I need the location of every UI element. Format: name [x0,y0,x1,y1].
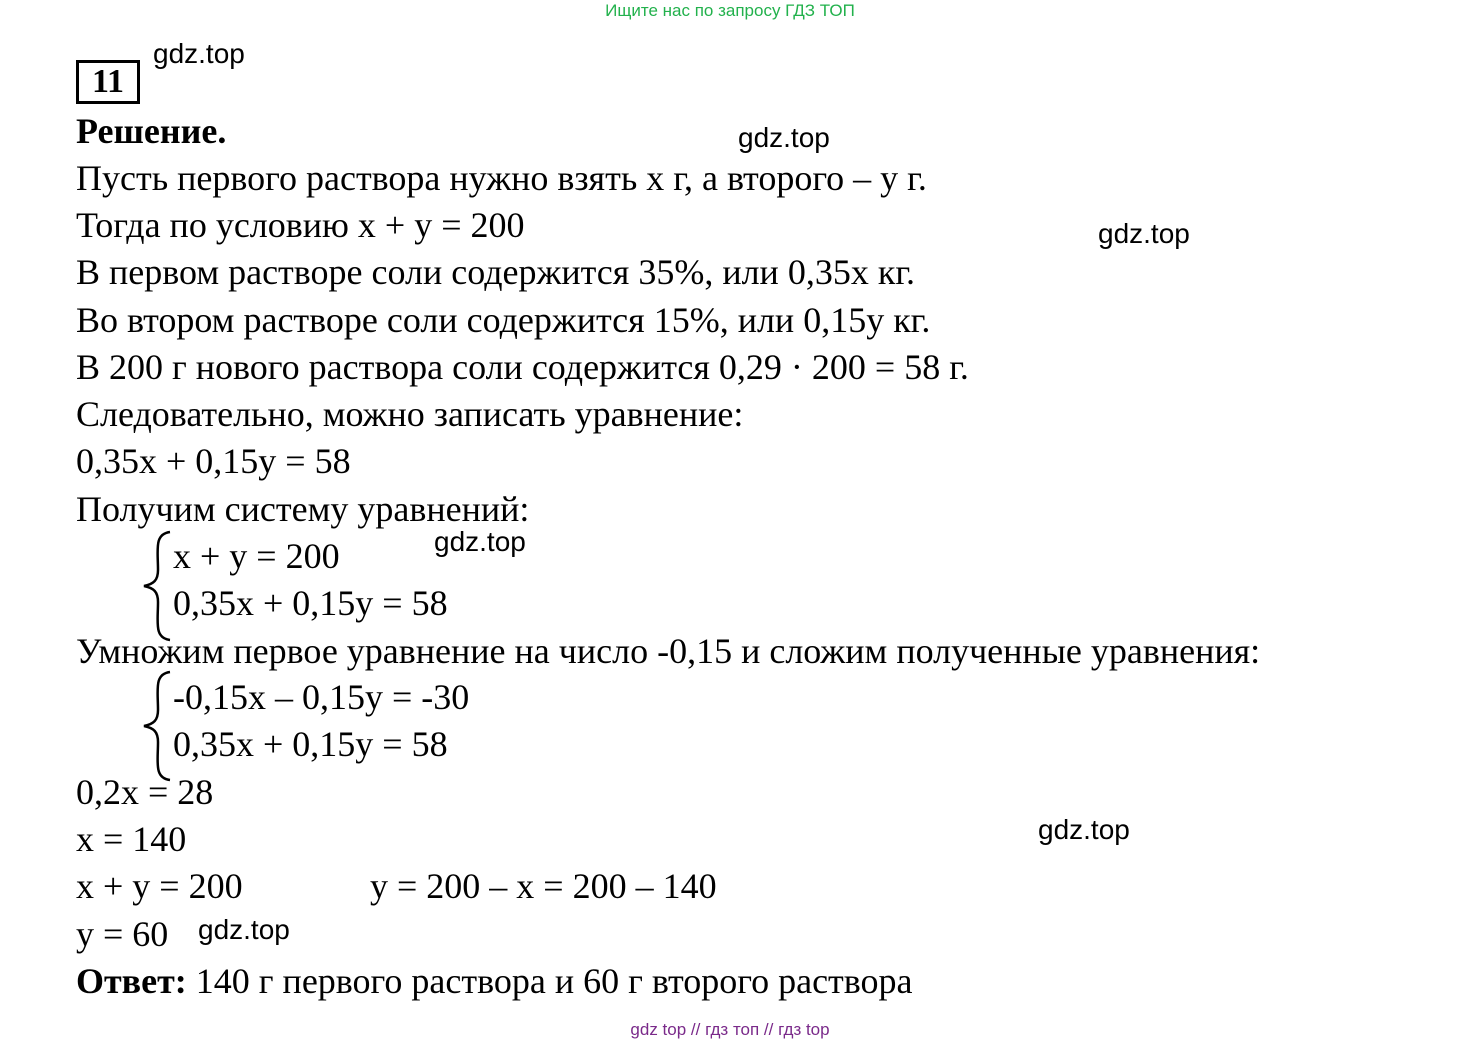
watermark: gdz.top [153,38,245,69]
system-equation: -0,15x – 0,15y = -30 [173,677,470,717]
equation-line: y = 60 [76,914,169,954]
footer-links: gdz top // гдз топ // гдз top [630,1020,830,1039]
solution-line: Во втором растворе соли содержится 15%, или 0,15y кг. [76,300,931,340]
equation-line: 0,35x + 0,15y = 58 [76,441,351,481]
watermark: gdz.top [434,526,526,557]
equation-line: x = 140 [76,819,187,859]
system-brace [140,670,174,782]
system-equation: 0,35x + 0,15y = 58 [173,583,448,623]
problem-number-box: 11 [76,60,140,104]
equation-line: y = 200 – x = 200 – 140 [370,866,717,906]
solution-line: В 200 г нового раствора соли содержится 0,29 · 200 = 58 г. [76,347,969,387]
watermark: gdz.top [198,914,290,945]
system-equation: x + y = 200 [173,536,340,576]
solution-line: Пусть первого раствора нужно взять x г, а второго – y г. [76,158,927,198]
solution-line: Следовательно, можно записать уравнение: [76,394,744,434]
system-equation: 0,35x + 0,15y = 58 [173,724,448,764]
equation-line: 0,2x = 28 [76,772,214,812]
solution-line: Умножим первое уравнение на число -0,15 и сложим полученные уравнения: [76,631,1261,671]
equation-line: x + y = 200 [76,866,243,906]
top-banner: Ищите нас по запросу ГДЗ ТОП [605,1,855,20]
watermark: gdz.top [1098,218,1190,249]
answer-label: Ответ: [76,961,187,1001]
solution-line: Получим систему уравнений: [76,489,530,529]
answer-line [76,961,913,1001]
solution-line: В первом растворе соли содержится 35%, или 0,35x кг. [76,252,916,292]
solution-heading: Решение. [76,111,227,151]
watermark: gdz.top [738,122,830,153]
answer-text: 140 г первого раствора и 60 г второго раствора [195,961,913,1001]
watermark: gdz.top [1038,814,1130,845]
system-brace [140,530,174,642]
solution-line: Тогда по условию x + y = 200 [76,205,525,245]
